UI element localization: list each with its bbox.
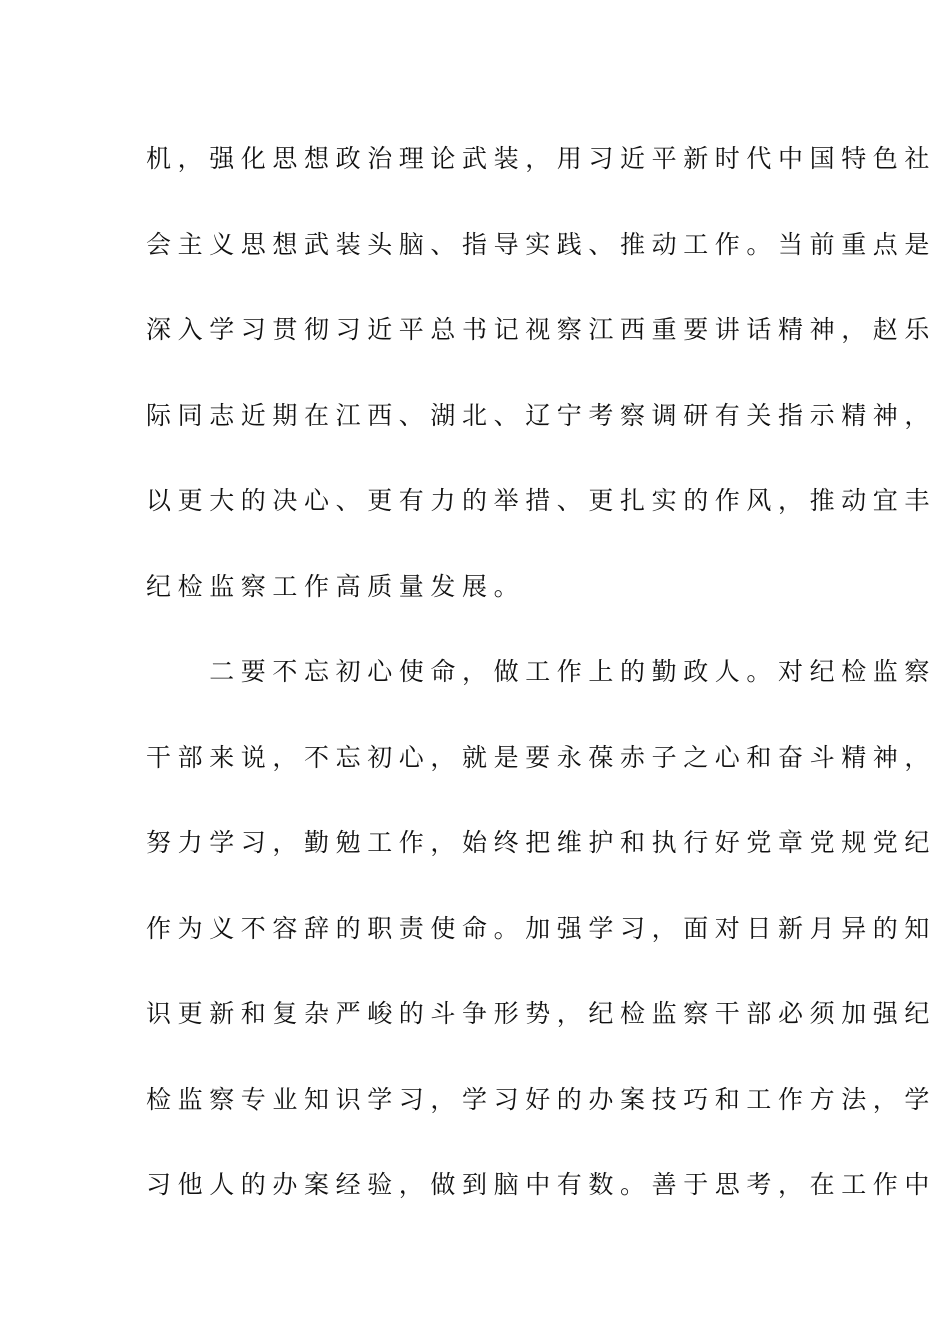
text-line: 际同志近期在江西、湖北、辽宁考察调研有关指示精神， (146, 400, 937, 430)
text-line: 检监察专业知识学习，学习好的办案技巧和工作方法，学 (146, 1084, 937, 1114)
text-line: 深入学习贯彻习近平总书记视察江西重要讲话精神，赵乐 (146, 315, 937, 344)
text-line: 机，强化思想政治理论武装，用习近平新时代中国特色社 (146, 144, 937, 173)
text-line: 二要不忘初心使命，做工作上的勤政人。对纪检监察 (146, 657, 937, 686)
text-line: 作为义不容辞的职责使命。加强学习，面对日新月异的知 (146, 913, 937, 943)
text-line: 干部来说，不忘初心，就是要永葆赤子之心和奋斗精神， (146, 742, 937, 772)
body-text (146, 132, 937, 1244)
text-line: 以更大的决心、更有力的举措、更扎实的作风，推动宜丰 (146, 486, 937, 515)
text-line: 纪检监察工作高质量发展。 (146, 571, 526, 601)
text-line: 会主义思想武装头脑、指导实践、推动工作。当前重点是 (146, 229, 937, 259)
text-line: 识更新和复杂严峻的斗争形势，纪检监察干部必须加强纪 (146, 999, 937, 1028)
text-line: 习他人的办案经验，做到脑中有数。善于思考，在工作中 (146, 1170, 937, 1199)
text-line: 努力学习，勤勉工作，始终把维护和执行好党章党规党纪 (146, 828, 937, 857)
